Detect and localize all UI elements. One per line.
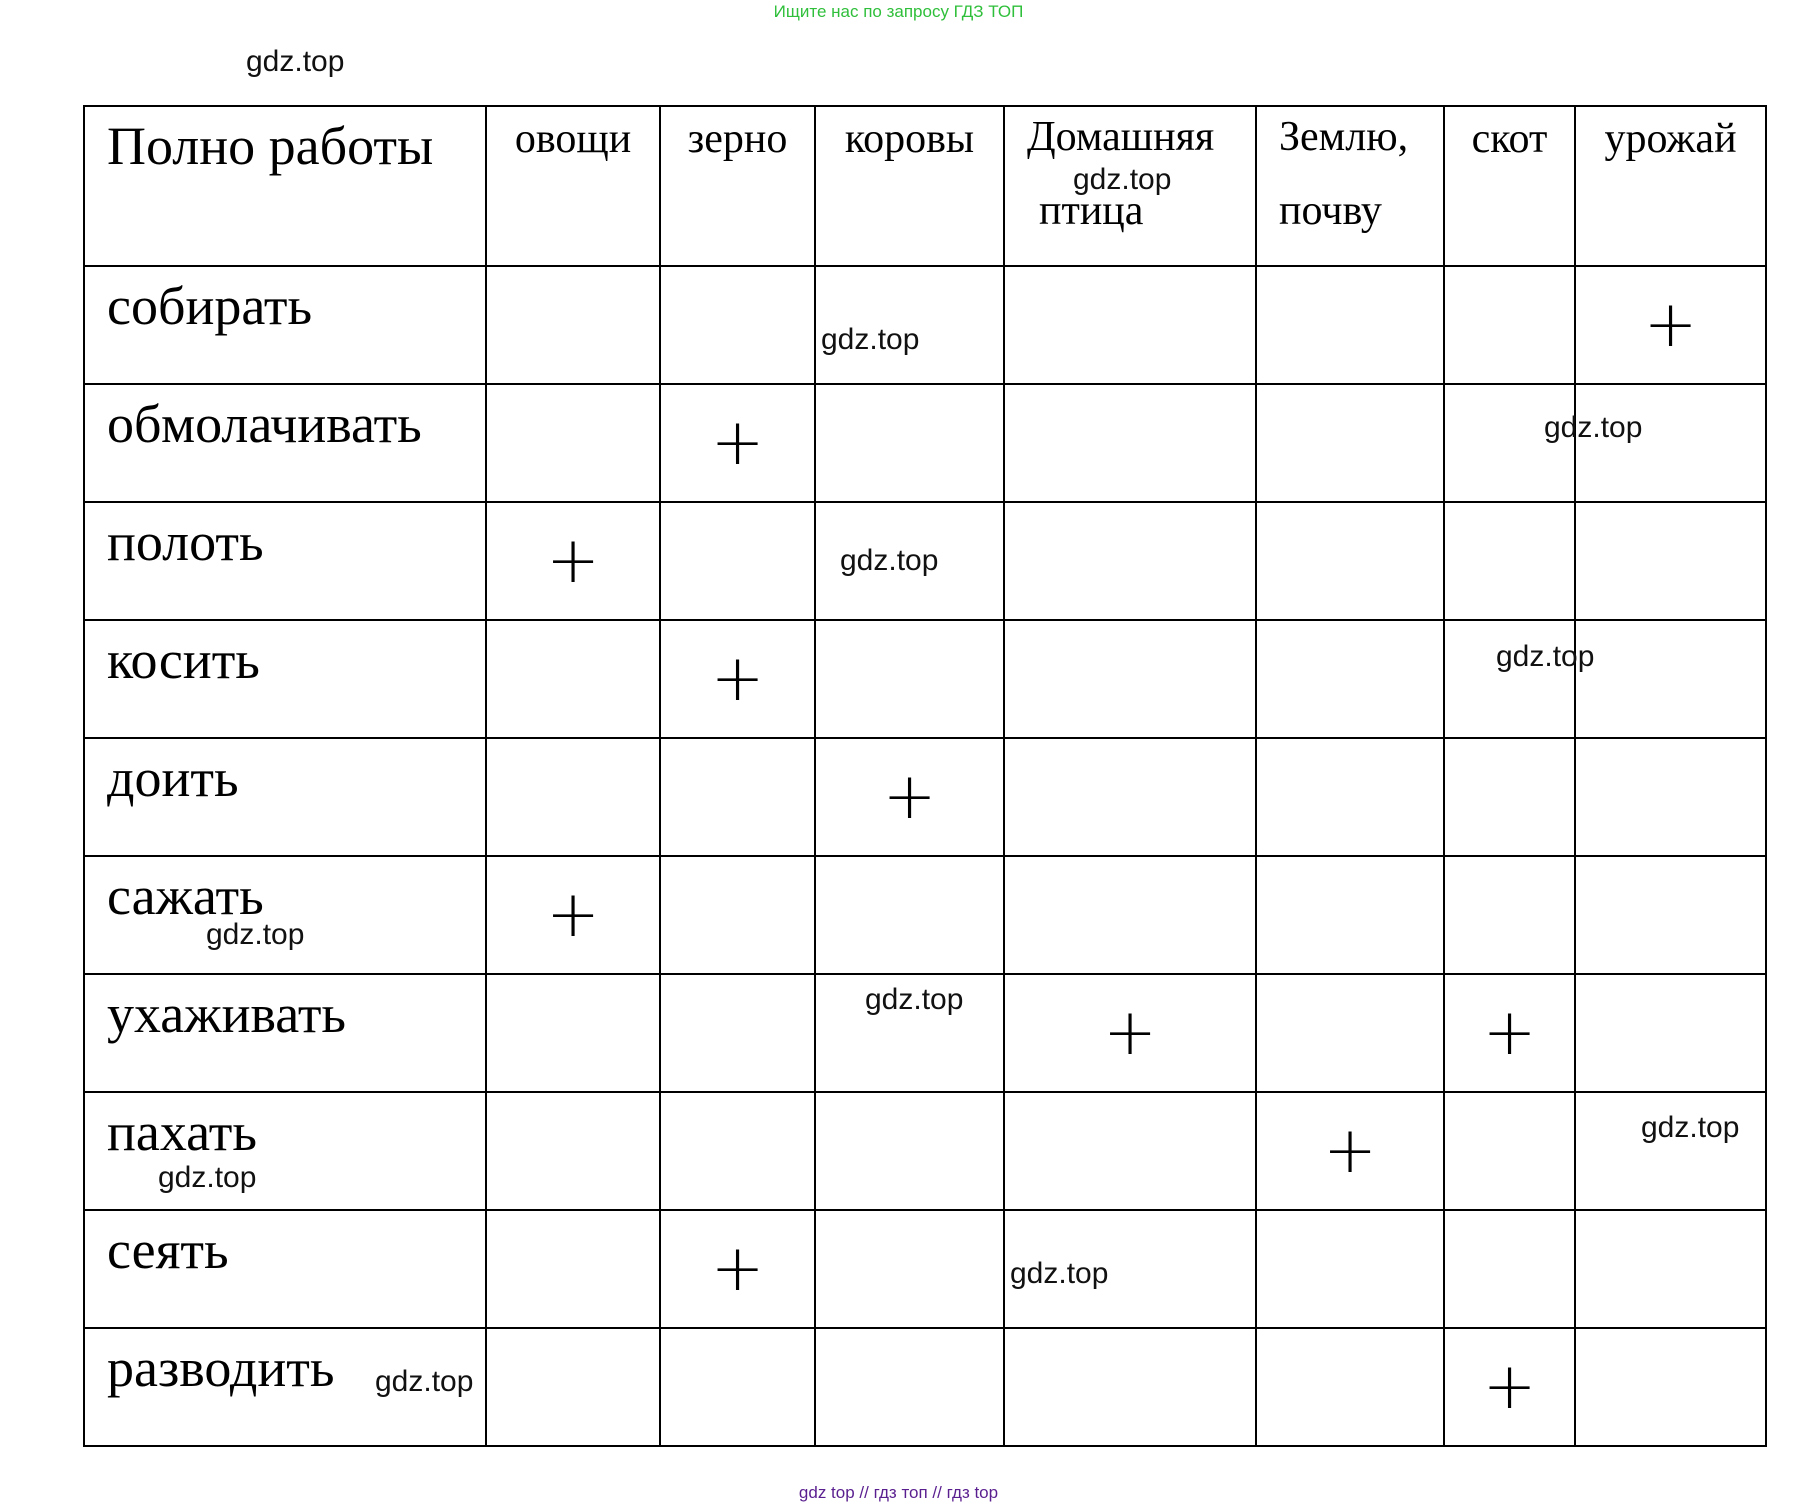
watermark: gdz.top: [821, 323, 920, 356]
row-label: косить: [84, 620, 486, 738]
empty-cell: [1444, 856, 1575, 974]
corner-header: Полно работы: [84, 106, 486, 266]
empty-cell: [660, 738, 815, 856]
empty-cell: [1004, 738, 1256, 856]
table-row: [84, 1092, 1766, 1210]
empty-cell: [1575, 1328, 1766, 1446]
header-row: [84, 106, 1766, 266]
empty-cell: [1444, 1092, 1575, 1210]
watermark: gdz.top: [158, 1161, 257, 1194]
watermark: gdz.top: [1641, 1111, 1740, 1144]
watermark: gdz.top: [1496, 640, 1595, 673]
row-label: пахать: [84, 1092, 486, 1210]
row-label: обмолачивать: [84, 384, 486, 502]
empty-cell: [486, 620, 660, 738]
watermark: gdz.top: [840, 544, 939, 577]
empty-cell: [486, 1210, 660, 1328]
top-banner: Ищите нас по запросу ГДЗ ТОП: [773, 2, 1024, 21]
empty-cell: [1256, 738, 1444, 856]
empty-cell: [1444, 502, 1575, 620]
work-table: [83, 105, 1767, 1447]
empty-cell: [1004, 502, 1256, 620]
row-label: доить: [84, 738, 486, 856]
table-row: [84, 1328, 1766, 1446]
empty-cell: [815, 620, 1004, 738]
plus-mark-cell: +: [660, 620, 815, 738]
table-row: [84, 738, 1766, 856]
empty-cell: [486, 1092, 660, 1210]
row-label: полоть: [84, 502, 486, 620]
empty-cell: [660, 266, 815, 384]
empty-cell: [660, 856, 815, 974]
empty-cell: [1004, 1092, 1256, 1210]
row-label: разводить: [84, 1328, 486, 1446]
plus-mark-cell: +: [1444, 974, 1575, 1092]
watermark: gdz.top: [375, 1365, 474, 1398]
row-label: собирать: [84, 266, 486, 384]
empty-cell: [815, 1328, 1004, 1446]
table-row: [84, 620, 1766, 738]
plus-mark-cell: +: [486, 502, 660, 620]
plus-mark-cell: +: [1256, 1092, 1444, 1210]
empty-cell: [1256, 384, 1444, 502]
empty-cell: [1575, 1210, 1766, 1328]
empty-cell: [486, 266, 660, 384]
empty-cell: [1575, 974, 1766, 1092]
watermark: gdz.top: [246, 45, 345, 78]
empty-cell: [1256, 974, 1444, 1092]
table-row: [84, 266, 1766, 384]
empty-cell: [660, 1328, 815, 1446]
col-header-livestock: скот: [1444, 106, 1575, 266]
col-header-harvest: урожай: [1575, 106, 1766, 266]
plus-mark-cell: +: [660, 384, 815, 502]
empty-cell: [1004, 620, 1256, 738]
plus-mark-cell: +: [1575, 266, 1766, 384]
row-label: ухаживать: [84, 974, 486, 1092]
col-header-poultry-line2: птица: [1039, 188, 1144, 234]
col-header-soil-line1: Землю,: [1279, 114, 1409, 160]
table-row: [84, 384, 1766, 502]
empty-cell: [1575, 1092, 1766, 1210]
empty-cell: [1575, 856, 1766, 974]
row-label: сеять: [84, 1210, 486, 1328]
empty-cell: [1256, 1210, 1444, 1328]
empty-cell: [815, 1092, 1004, 1210]
empty-cell: [486, 384, 660, 502]
empty-cell: [1004, 384, 1256, 502]
empty-cell: [1004, 856, 1256, 974]
empty-cell: [1256, 502, 1444, 620]
watermark: gdz.top: [865, 983, 964, 1016]
plus-mark-cell: +: [1444, 1328, 1575, 1446]
empty-cell: [815, 856, 1004, 974]
col-header-soil: [1256, 106, 1444, 266]
empty-cell: [1444, 738, 1575, 856]
col-header-vegetables: овощи: [486, 106, 660, 266]
empty-cell: [1575, 502, 1766, 620]
table-row: [84, 856, 1766, 974]
empty-cell: [1256, 620, 1444, 738]
empty-cell: [1444, 620, 1575, 738]
empty-cell: [486, 1328, 660, 1446]
col-header-cows: коровы: [815, 106, 1004, 266]
empty-cell: [1004, 266, 1256, 384]
empty-cell: [660, 1092, 815, 1210]
col-header-grain: зерно: [660, 106, 815, 266]
col-header-poultry-line1: Домашняя: [1027, 114, 1215, 160]
empty-cell: [815, 1210, 1004, 1328]
empty-cell: [1256, 266, 1444, 384]
empty-cell: [1444, 266, 1575, 384]
plus-mark-cell: +: [815, 738, 1004, 856]
watermark: gdz.top: [1544, 411, 1643, 444]
empty-cell: [1256, 856, 1444, 974]
watermark: gdz.top: [206, 918, 305, 951]
empty-cell: [1256, 1328, 1444, 1446]
footer-links: gdz top // гдз топ // гдз top: [798, 1483, 999, 1502]
empty-cell: [660, 974, 815, 1092]
plus-mark-cell: +: [1004, 974, 1256, 1092]
plus-mark-cell: +: [486, 856, 660, 974]
empty-cell: [815, 384, 1004, 502]
empty-cell: [1575, 620, 1766, 738]
empty-cell: [486, 738, 660, 856]
empty-cell: [1575, 738, 1766, 856]
empty-cell: [1004, 1328, 1256, 1446]
watermark: gdz.top: [1010, 1257, 1109, 1290]
watermark: gdz.top: [1073, 163, 1172, 196]
table-row: [84, 1210, 1766, 1328]
empty-cell: [486, 974, 660, 1092]
empty-cell: [660, 502, 815, 620]
row-label: сажать: [84, 856, 486, 974]
plus-mark-cell: +: [660, 1210, 815, 1328]
col-header-soil-line2: почву: [1279, 188, 1382, 234]
empty-cell: [1444, 1210, 1575, 1328]
